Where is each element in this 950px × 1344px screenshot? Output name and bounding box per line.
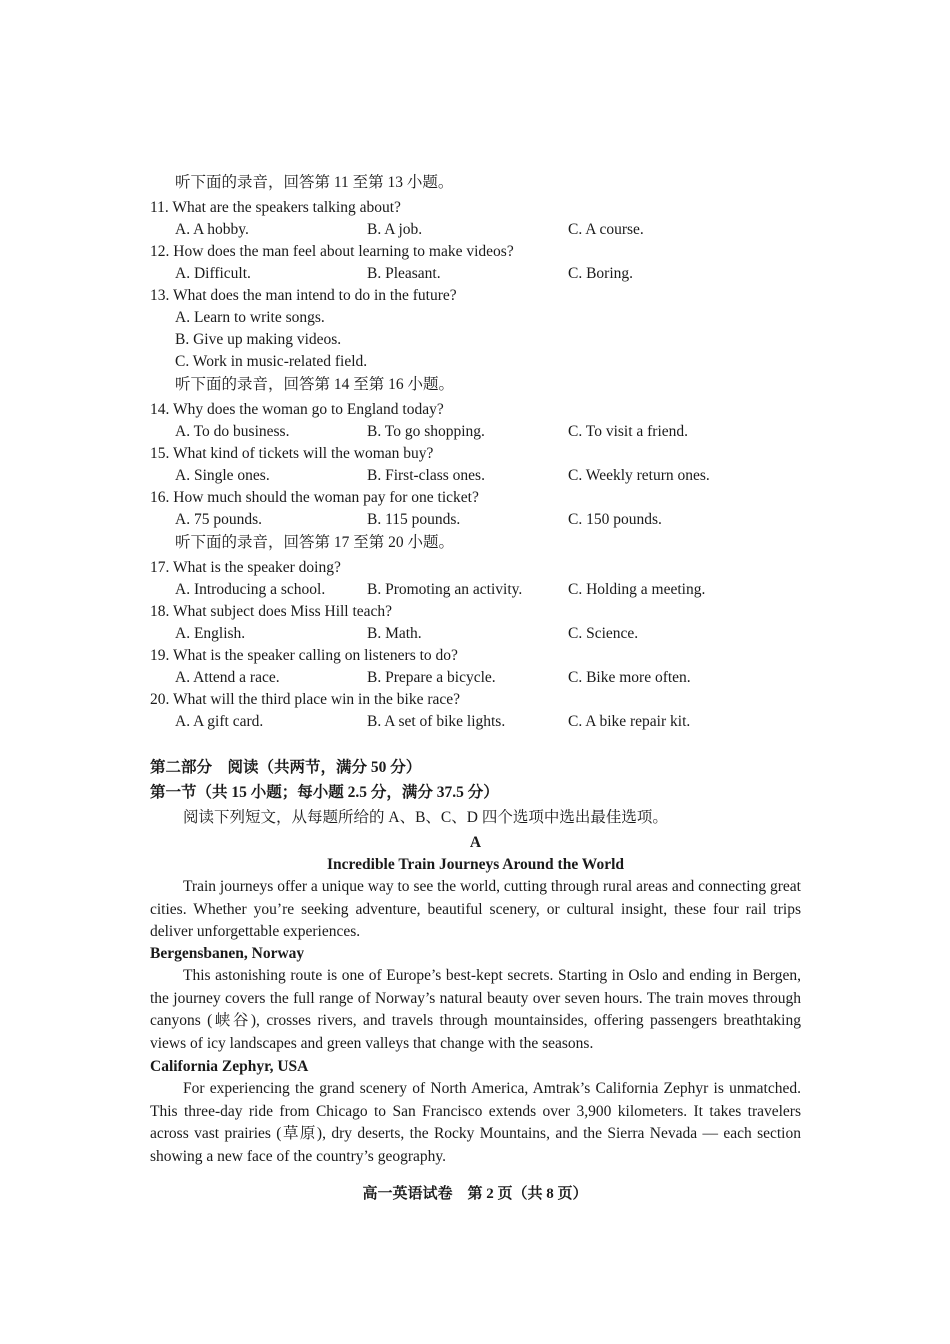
question-18-option-b: B. Math. (367, 625, 422, 642)
question-18-option-a: A. English. (175, 625, 246, 642)
page-footer: 高一英语试卷 第 2 页（共 8 页） (362, 1186, 588, 1202)
question-11: 11. What are the speakers talking about? (150, 199, 401, 216)
passage-title: Incredible Train Journeys Around the World (327, 856, 624, 873)
california-zephyr-text: For experiencing the grand scenery of North America, Amtrak’s California Zephyr is unmatched. This three-day ride from Chicago to San Francisco extends over 3,900 kilometers. It takes travelers across vast prairies (草原), dry deserts, the Rocky Mountains, and the Sierra Nevada — each section showing a new face of the country’s geography. (150, 1080, 801, 1165)
question-14-option-c: C. To visit a friend. (568, 423, 689, 440)
question-12-option-c: C. Boring. (568, 265, 634, 282)
question-15-option-a: A. Single ones. (175, 467, 270, 484)
question-16: 16. How much should the woman pay for one ticket? (150, 489, 479, 506)
question-14-option-b: B. To go shopping. (367, 423, 485, 440)
question-15-option-c: C. Weekly return ones. (568, 467, 710, 484)
question-19-option-b: B. Prepare a bicycle. (367, 669, 496, 686)
question-11-option-b: B. A job. (367, 221, 423, 238)
passage-intro-paragraph (150, 876, 801, 944)
question-11-option-c: C. A course. (568, 221, 644, 238)
question-16-option-a: A. 75 pounds. (175, 511, 262, 528)
question-12-option-a: A. Difficult. (175, 265, 251, 282)
bergensbanen-text: This astonishing route is one of Europe’s best-kept secrets. Starting in Oslo and ending in Bergen, the journey covers the full range of Norway’s natural beauty over seven hours. The train moves through canyons (峡谷), crosses rivers, and travels through mountainsides, offering passengers breathtaking views of icy landscapes and green valleys that change with the seasons. (150, 967, 801, 1052)
part-two-heading: 第二部分 阅读（共两节，满分 50 分） (150, 759, 422, 776)
question-19-option-c: C. Bike more often. (568, 669, 691, 686)
question-14-option-a: A. To do business. (175, 423, 290, 440)
california-zephyr-paragraph (150, 1078, 801, 1168)
section-one-heading: 第一节（共 15 小题；每小题 2.5 分，满分 37.5 分） (150, 784, 499, 801)
question-15-option-b: B. First-class ones. (367, 467, 485, 484)
question-15: 15. What kind of tickets will the woman buy? (150, 445, 434, 462)
question-13-option-b: B. Give up making videos. (175, 331, 342, 348)
question-20: 20. What will the third place win in the bike race? (150, 691, 461, 708)
question-12: 12. How does the man feel about learning to make videos? (150, 243, 514, 260)
question-20-option-a: A. A gift card. (175, 713, 264, 730)
question-16-option-c: C. 150 pounds. (568, 511, 662, 528)
bergensbanen-paragraph (150, 965, 801, 1055)
reading-instruction: 阅读下列短文，从每题所给的 A、B、C、D 四个选项中选出最佳选项。 (183, 809, 668, 826)
question-19: 19. What is the speaker calling on listeners to do? (150, 647, 458, 664)
question-19-option-a: A. Attend a race. (175, 669, 280, 686)
question-17: 17. What is the speaker doing? (150, 559, 341, 576)
question-14: 14. Why does the woman go to England today? (150, 401, 444, 418)
question-20-option-b: B. A set of bike lights. (367, 713, 506, 730)
question-17-option-a: A. Introducing a school. (175, 581, 326, 598)
passage-letter: A (469, 834, 482, 851)
listening-instruction-14-16: 听下面的录音，回答第 14 至第 16 小题。 (175, 376, 455, 393)
subsection-title-bergensbanen: Bergensbanen, Norway (150, 945, 305, 962)
question-17-option-c: C. Holding a meeting. (568, 581, 706, 598)
question-13: 13. What does the man intend to do in the future? (150, 287, 457, 304)
passage-intro-text: Train journeys offer a unique way to see the world, cutting through rural areas and connecting great cities. Whether you’re seeking adventure, beautiful scenery, or cultural insight, these four rail trips deliver unforgettable experiences. (150, 878, 801, 940)
listening-instruction-17-20: 听下面的录音，回答第 17 至第 20 小题。 (175, 534, 455, 551)
question-11-option-a: A. A hobby. (175, 221, 249, 238)
question-13-option-c: C. Work in music-related field. (175, 353, 368, 370)
listening-instruction-11-13: 听下面的录音，回答第 11 至第 13 小题。 (175, 174, 454, 191)
question-16-option-b: B. 115 pounds. (367, 511, 461, 528)
question-12-option-b: B. Pleasant. (367, 265, 441, 282)
subsection-title-california-zephyr: California Zephyr, USA (150, 1058, 309, 1075)
question-18: 18. What subject does Miss Hill teach? (150, 603, 393, 620)
question-17-option-b: B. Promoting an activity. (367, 581, 523, 598)
question-20-option-c: C. A bike repair kit. (568, 713, 691, 730)
question-13-option-a: A. Learn to write songs. (175, 309, 325, 326)
question-18-option-c: C. Science. (568, 625, 639, 642)
